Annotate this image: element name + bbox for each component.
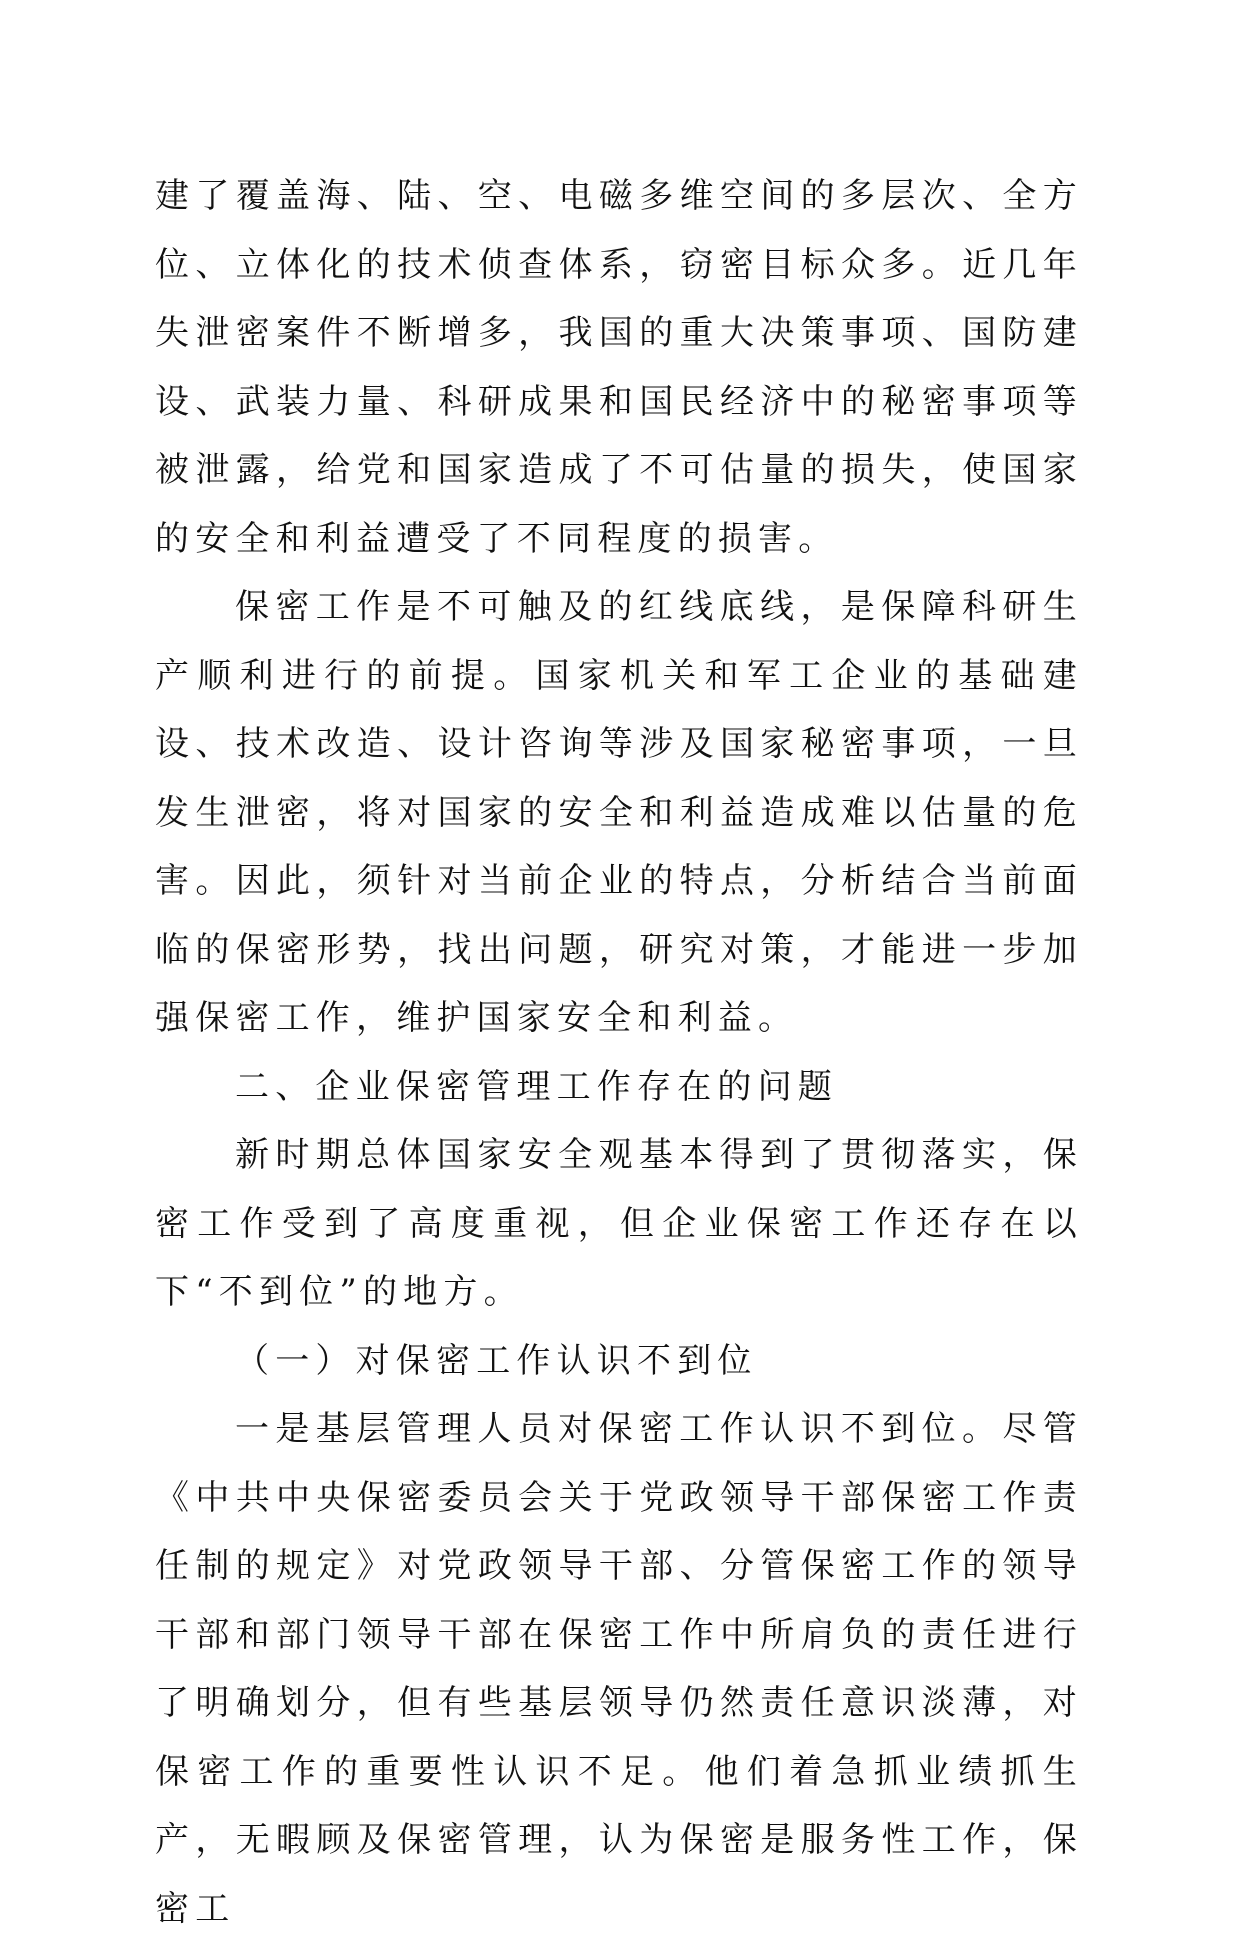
section-heading-problems: 二、企业保密管理工作存在的问题: [235, 1066, 838, 1107]
paragraph-section-intro: 新时期总体国家安全观基本得到了贯彻落实，保密工作受到了高度重视，但企业保密工作还存在以下“不到位”的地方。: [155, 1135, 1083, 1312]
paragraph-management-awareness: 一是基层管理人员对保密工作认识不到位。尽管《中共中央保密委员会关于党政领导干部保密工作责任制的规定》对党政领导干部、分管保密工作的领导干部和部门领导干部在保密工作中所肩负的责任进行了明确划分，但有些基层领导仍然责任意识淡薄，对保密工作的重要性认识不足。他们着急抓业绩抓生产，无暇顾及保密管理，认为保密是服务性工作，保密工: [155, 1409, 1083, 1929]
document-body: [155, 162, 1083, 1943]
paragraph-confidentiality-importance: 保密工作是不可触及的红线底线，是保障科研生产顺利进行的前提。国家机关和军工企业的基础建设、技术改造、设计咨询等涉及国家秘密事项，一旦发生泄密，将对国家的安全和利益造成难以估量的危害。因此，须针对当前企业的特点，分析结合当前面临的保密形势，找出问题，研究对策，才能进一步加强保密工作，维护国家安全和利益。: [155, 587, 1083, 1038]
subsection-heading-awareness: （一）对保密工作认识不到位: [235, 1340, 758, 1381]
paragraph-continued: 建了覆盖海、陆、空、电磁多维空间的多层次、全方位、立体化的技术侦查体系，窃密目标众多。近几年失泄密案件不断增多，我国的重大决策事项、国防建设、武装力量、科研成果和国民经济中的秘密事项等被泄露，给党和国家造成了不可估量的损失，使国家的安全和利益遭受了不同程度的损害。: [155, 176, 1083, 559]
